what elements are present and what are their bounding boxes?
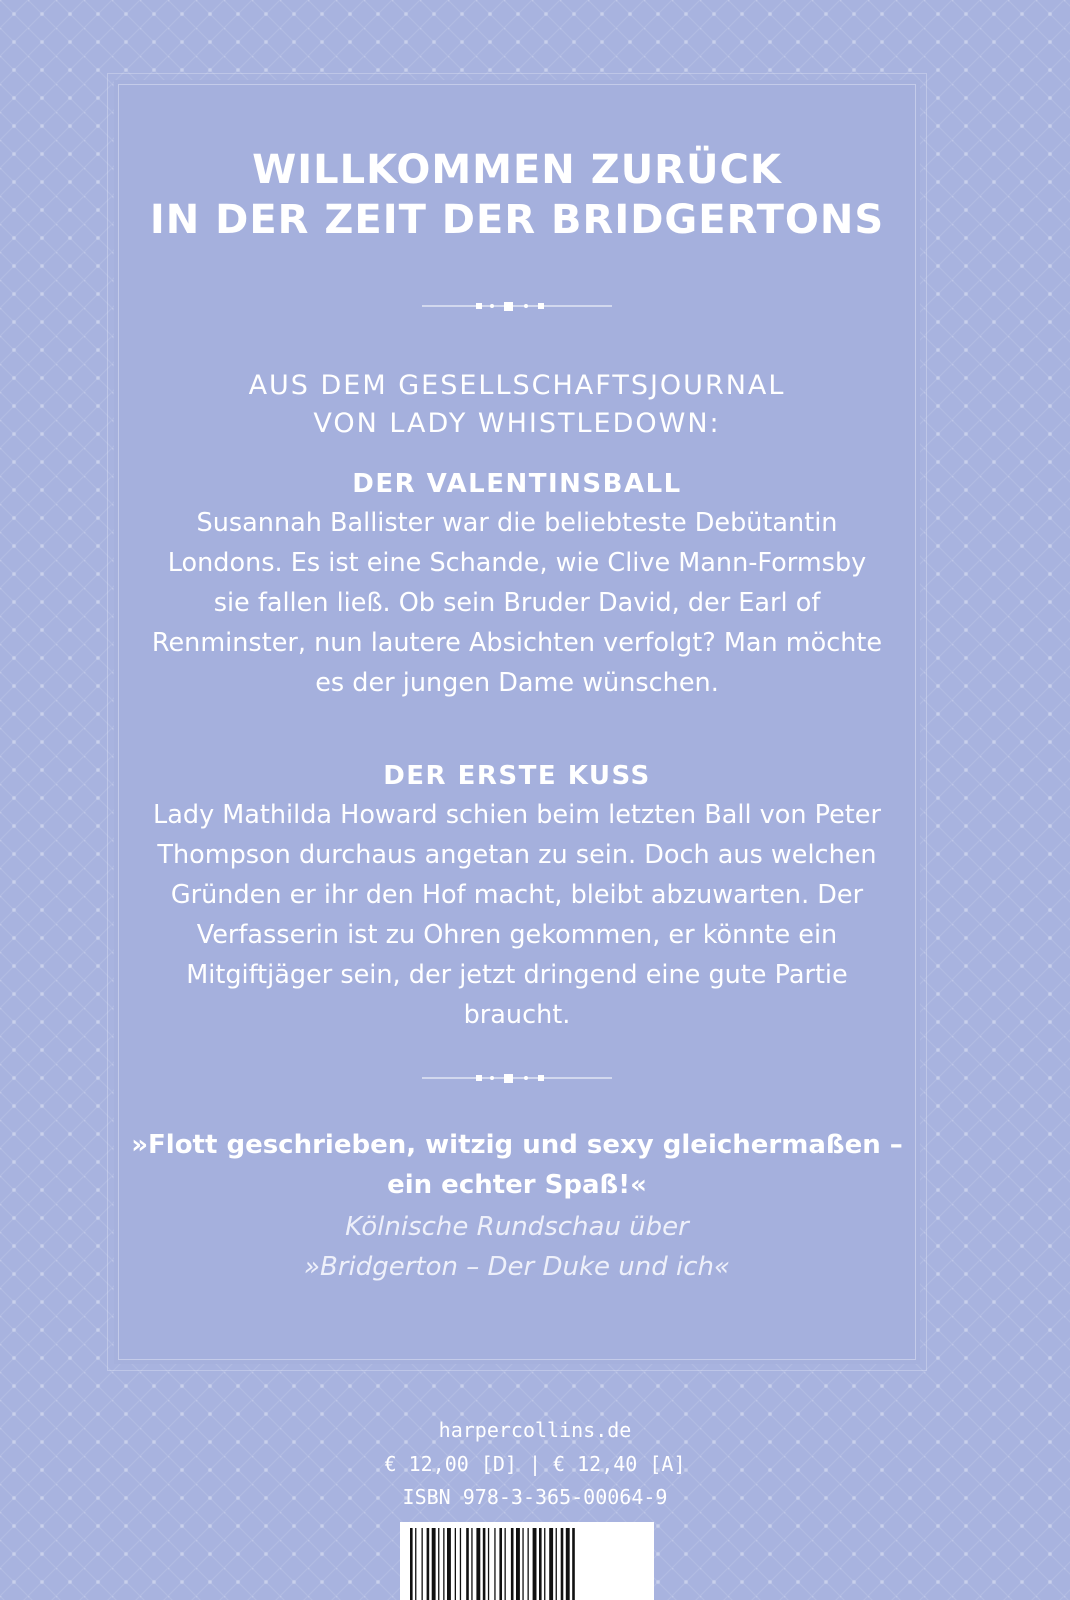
barcode-bar (447, 1528, 451, 1600)
barcode-bar (466, 1528, 469, 1600)
barcode-bar (561, 1528, 564, 1600)
barcode-bar (544, 1528, 545, 1600)
barcode-bar (511, 1528, 514, 1600)
barcode-bar (432, 1528, 436, 1600)
barcode-bar (499, 1528, 502, 1600)
review-source-line-2: »Bridgerton – Der Duke und ich« (303, 1252, 731, 1282)
publisher-website: harpercollins.de (438, 1418, 632, 1442)
barcode-bar (494, 1528, 495, 1600)
barcode-bar (566, 1528, 570, 1600)
barcode-bar (455, 1528, 456, 1600)
barcode-bar (522, 1528, 523, 1600)
barcode-bar (516, 1528, 520, 1600)
barcode-bar (476, 1528, 480, 1600)
review-quote-line-2: ein echter Spaß!« (387, 1170, 647, 1200)
headline-line-1: WILLKOMMEN ZURÜCK (252, 147, 782, 193)
intro-line-2: VON LADY WHISTLEDOWN: (313, 408, 721, 439)
barcode-bar (422, 1528, 423, 1600)
review-source-line-1: Kölnische Rundschau über (345, 1212, 689, 1242)
barcode-bar (427, 1528, 430, 1600)
text-panel (118, 84, 916, 1360)
barcode-bar (438, 1528, 439, 1600)
ornament-divider-bottom (119, 1071, 915, 1085)
section-title-erster-kuss: DER ERSTE KUSS (383, 761, 651, 791)
barcode-bar (556, 1528, 557, 1600)
price-label: € 12,00 [D] | € 12,40 [A] (384, 1452, 686, 1476)
barcode-bar (549, 1528, 553, 1600)
barcode-bar (533, 1528, 537, 1600)
barcode-bar (488, 1528, 489, 1600)
barcode-bar (483, 1528, 486, 1600)
barcode-bar (443, 1528, 444, 1600)
barcode (400, 1522, 654, 1600)
barcode-bar (505, 1528, 506, 1600)
barcode-bar (460, 1528, 461, 1600)
intro-line-1: AUS DEM GESELLSCHAFTSJOURNAL (248, 370, 786, 401)
section-text-valentinsball: Susannah Ballister war die beliebteste Debütantin Londons. Es ist eine Schande, wie Clive Mann-Formsby sie fallen ließ. Ob sein Bruder David, der Earl of Renminster, nun lautere Absichten verfolgt? Man möchte es der jungen Dame wünschen. (151, 508, 883, 698)
barcode-bar (410, 1528, 413, 1600)
barcode-bar (471, 1528, 472, 1600)
headline-line-2: IN DER ZEIT DER BRIDGERTONS (149, 197, 885, 243)
ornament-divider-top (119, 299, 915, 313)
section-text-erster-kuss: Lady Mathilda Howard schien beim letzten Ball von Peter Thompson durchaus angetan zu sein. Doch aus welchen Gründen er ihr den Hof macht, bleibt abzuwarten. Der Verfasserin ist zu Ohren gekommen, er könnte ein Mitgiftjäger sein, der jetzt dringend eine gute Partie braucht. (153, 800, 881, 1030)
review-quote-line-1: »Flott geschrieben, witzig und sexy gleichermaßen – (131, 1130, 903, 1160)
section-title-valentinsball: DER VALENTINSBALL (352, 469, 682, 499)
barcode-bar (539, 1528, 542, 1600)
barcode-bars (408, 1528, 646, 1600)
barcode-bar (528, 1528, 529, 1600)
isbn-label: ISBN 978-3-365-00064-9 (402, 1485, 668, 1509)
barcode-bar (415, 1528, 416, 1600)
barcode-bar (572, 1528, 575, 1600)
